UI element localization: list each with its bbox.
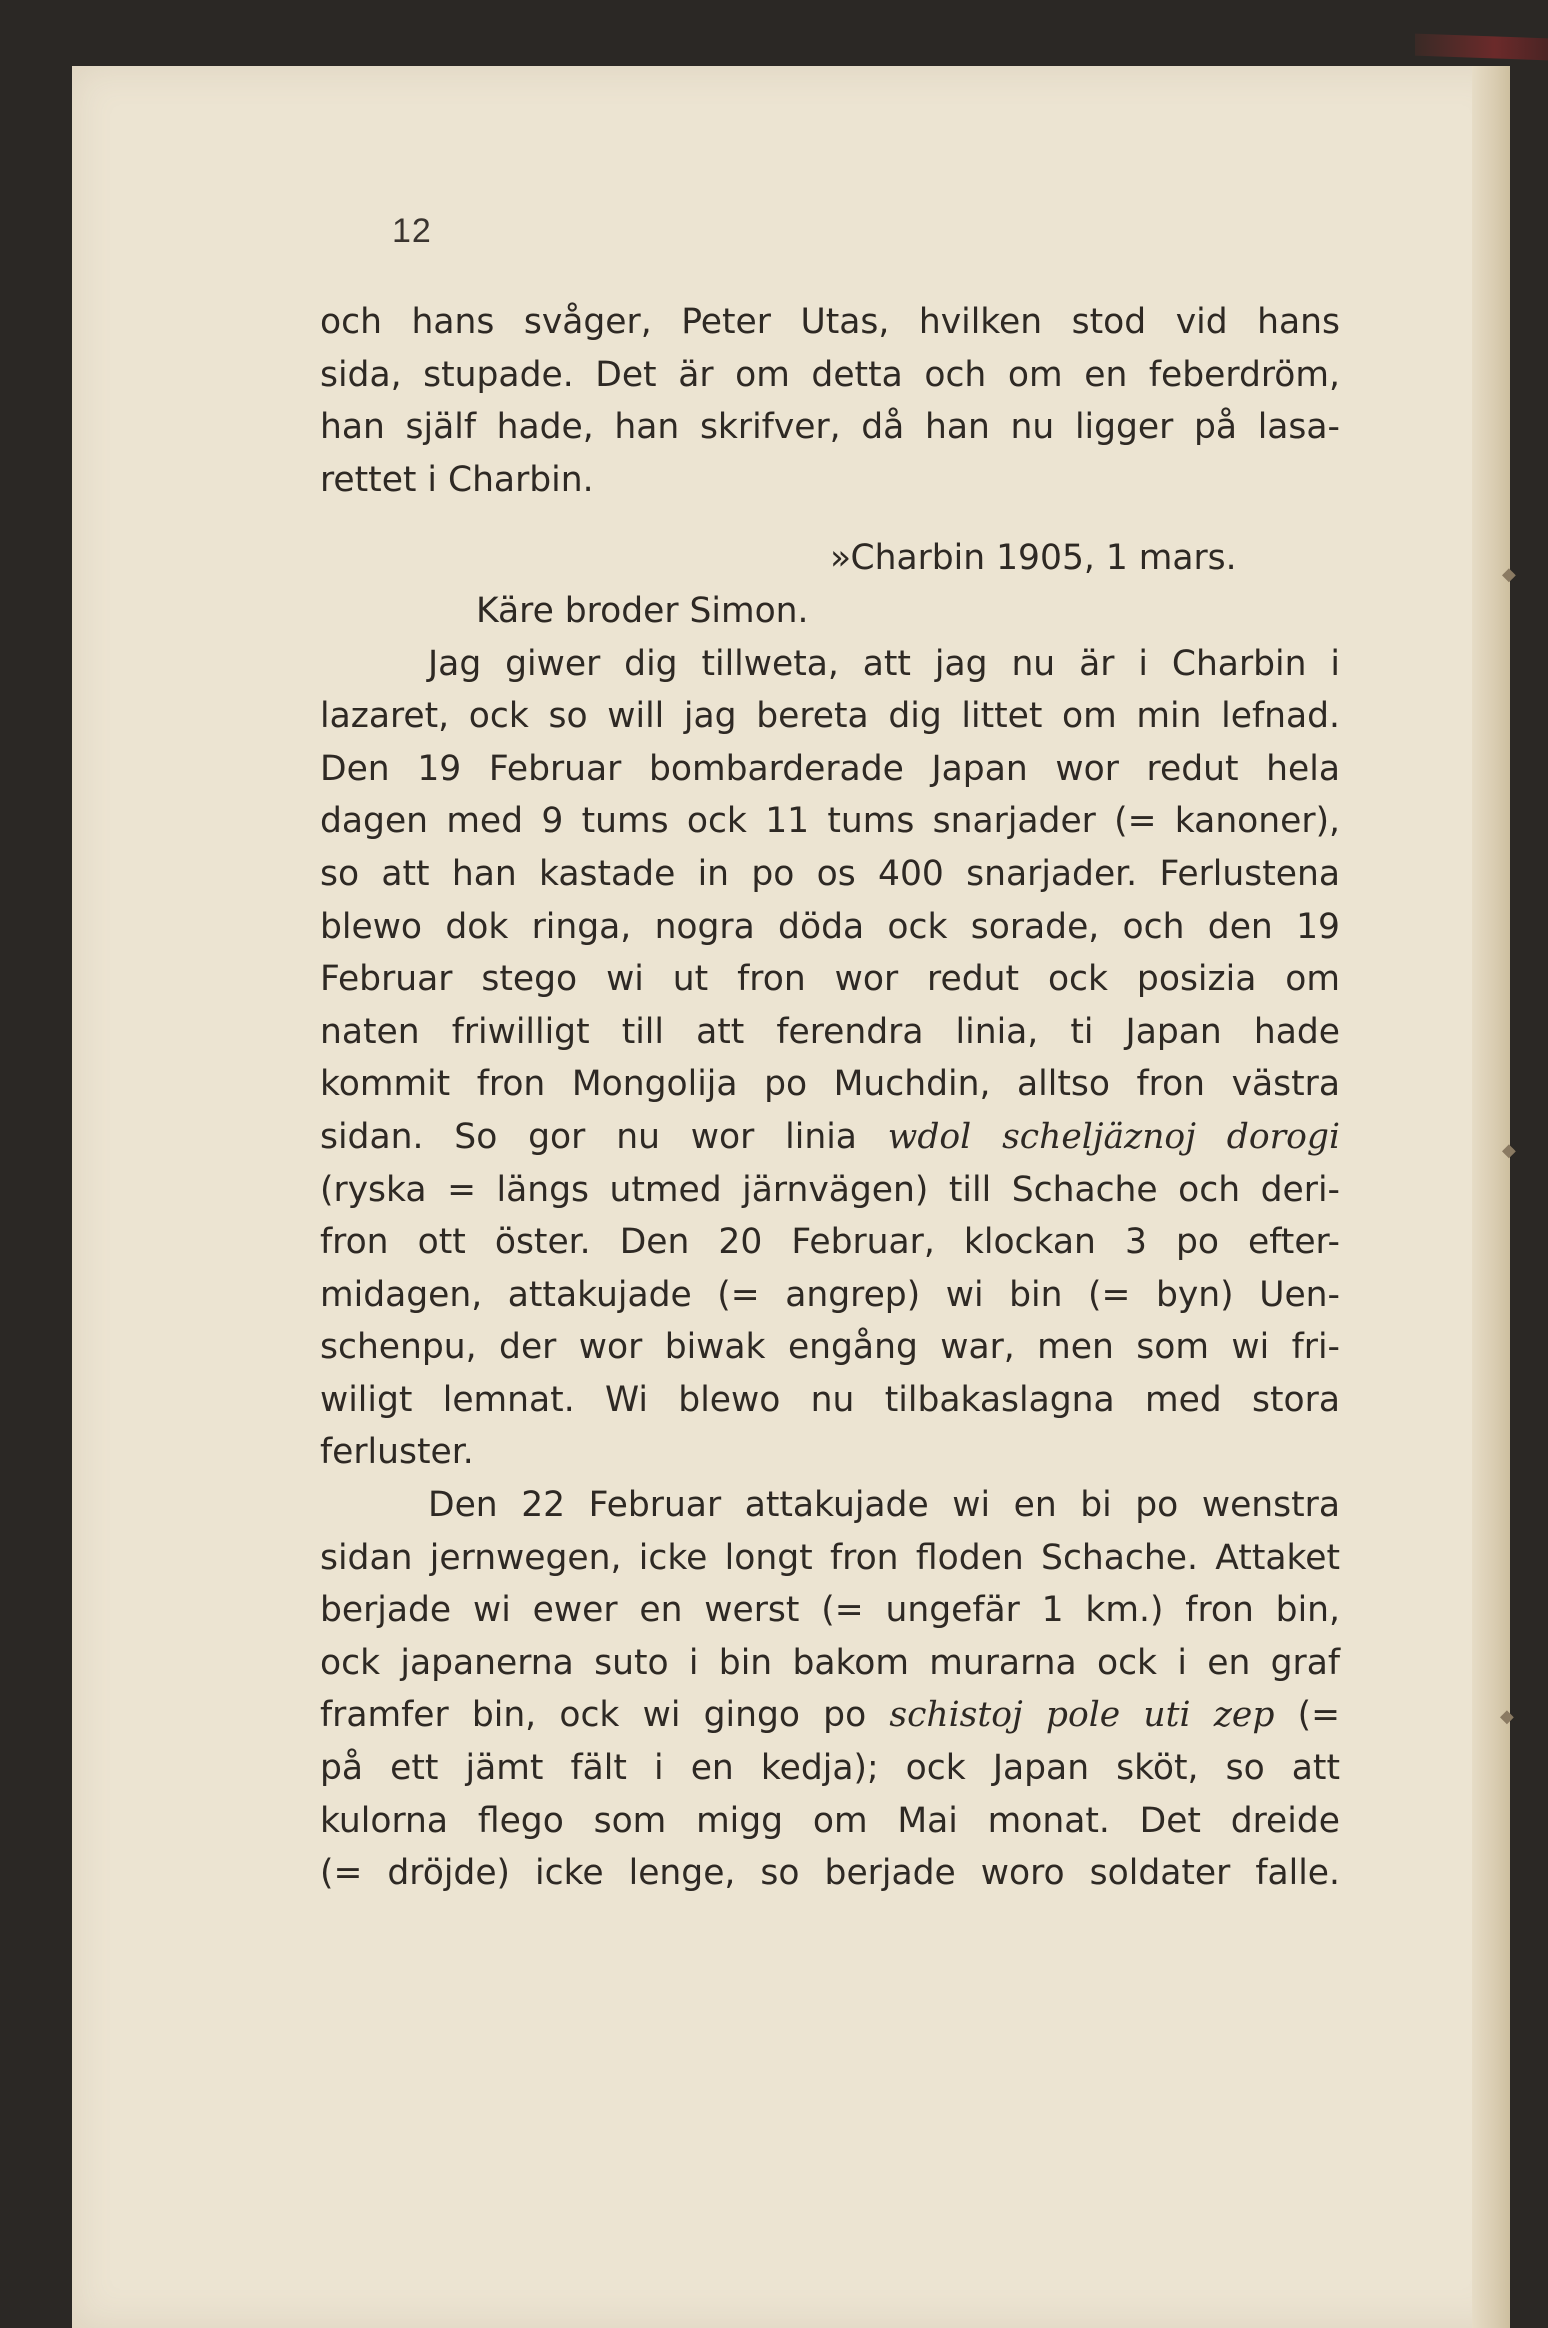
text-line: Den 19 Februar bombarderade Japan wor redut hela <box>320 748 1340 789</box>
text-line: blewo dok ringa, nogra döda ock sorade, och den 19 <box>320 906 1340 947</box>
text-line: ock japanerna suto i bin bakom murarna ock i en graf <box>320 1642 1340 1683</box>
text-line: kulorna flego som migg om Mai monat. Det dreide <box>320 1800 1340 1841</box>
text-line: Den 22 Februar attakujade wi en bi po wenstra <box>428 1485 1340 1526</box>
text-line: han själf hade, han skrifver, då han nu ligger på lasa- <box>320 407 1340 448</box>
letter-dateline: »Charbin 1905, 1 mars. <box>830 538 1237 579</box>
text-line: (ryska = längs utmed järnvägen) till Schache och deri- <box>320 1169 1340 1210</box>
margin-diamond-icon: ◆ <box>1502 1140 1516 1161</box>
text-line: schenpu, der wor biwak engång war, men som wi fri- <box>320 1327 1340 1368</box>
binding-edge <box>1415 34 1548 61</box>
text-line: sida, stupade. Det är om detta och om en feberdröm, <box>320 354 1340 395</box>
text-line <box>320 1689 1340 1742</box>
italic-phrase: schistoj pole uti zep <box>889 1695 1275 1736</box>
text-span: sidan. So gor nu wor linia <box>320 1116 857 1157</box>
text-line: berjade wi ewer en werst (= ungefär 1 km.) fron bin, <box>320 1590 1340 1631</box>
text-line: kommit fron Mongolija po Muchdin, alltso fron västra <box>320 1064 1340 1105</box>
page-edge <box>1472 66 1510 2328</box>
body-text <box>320 296 1340 1900</box>
text-line: so att han kastade in po os 400 snarjader. Ferlustena <box>320 853 1340 894</box>
text-line: fron ott öster. Den 20 Februar, klockan 3 po efter- <box>320 1222 1340 1263</box>
text-line: lazaret, ock so will jag bereta dig littet om min lefnad. <box>320 696 1340 737</box>
text-line: och hans svåger, Peter Utas, hvilken stod vid hans <box>320 302 1340 342</box>
text-line: wiligt lemnat. Wi blewo nu tilbakaslagna med stora <box>320 1379 1340 1420</box>
text-span: framfer bin, ock wi gingo po <box>320 1695 867 1736</box>
letter-salutation: Käre broder Simon. <box>476 590 809 631</box>
text-line: rettet i Charbin. <box>320 459 594 500</box>
page-number: 12 <box>392 212 432 250</box>
text-line: på ett jämt fält i en kedja); ock Japan sköt, so att <box>320 1748 1340 1789</box>
text-line: dagen med 9 tums ock 11 tums snarjader (= kanoner), <box>320 801 1340 842</box>
text-line: ferluster. <box>320 1432 474 1473</box>
margin-diamond-icon: ◆ <box>1502 564 1516 585</box>
text-line: Februar stego wi ut fron wor redut ock posizia om <box>320 959 1340 1000</box>
text-line: sidan jernwegen, icke longt fron floden Schache. Attaket <box>320 1537 1340 1578</box>
margin-diamond-icon: ◆ <box>1500 1706 1514 1727</box>
italic-phrase: wdol scheljäznoj dorogi <box>887 1116 1340 1157</box>
text-line: midagen, attakujade (= angrep) wi bin (= byn) Uen- <box>320 1274 1340 1315</box>
text-line: Jag giwer dig tillweta, att jag nu är i Charbin i <box>428 643 1340 684</box>
text-line: (= dröjde) icke lenge, so berjade woro soldater falle. <box>320 1853 1340 1894</box>
text-span: (= <box>1297 1695 1340 1736</box>
text-line <box>320 1111 1340 1164</box>
text-line: naten friwilligt till att ferendra linia, ti Japan hade <box>320 1011 1340 1052</box>
